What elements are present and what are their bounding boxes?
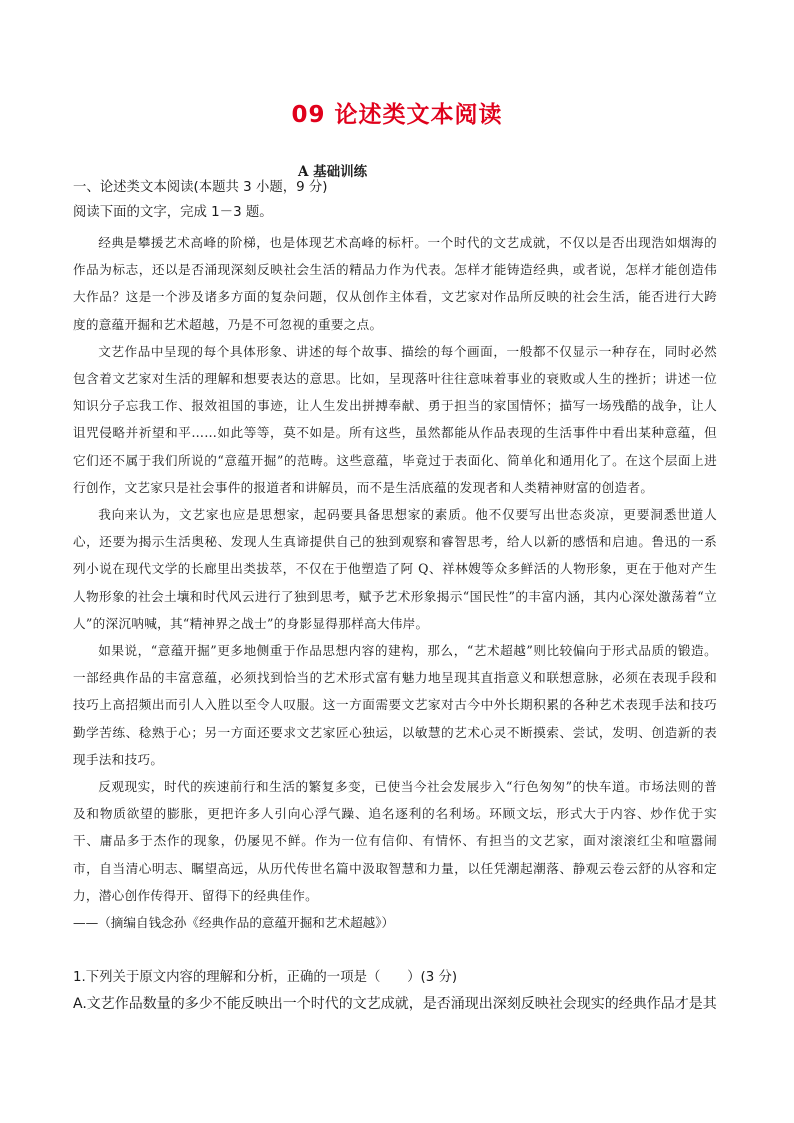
paragraph: 如果说，“意蕴开掘”更多地侧重于作品思想内容的建构，那么，“艺术超越”则比较偏向于形式品质的锻造。一部经典作品的丰富意蕴，必须找到恰当的艺术形式富有魅力地呈现其直指意义和联想意脉，必须在表现手段和技巧上高招频出而引人入胜以至令人叹服。这一方面需要文艺家对古今中外长期积累的各种艺术表现手法和技巧勤学苦练、稔熟于心；另一方面还要求文艺家匠心独运，以敏慧的艺术心灵不断摸索、尝试，发明、创造新的表现手法和技巧。 [73,643,717,767]
instruction-text: 阅读下面的文字，完成 1－3 题。 [73,205,273,220]
question-1: 1.下列关于原文内容的理解和分析，正确的一项是（ ）(3 分) [73,970,458,985]
paragraph: 文艺作品中呈现的每个具体形象、讲述的每个故事、描绘的每个画面，一般都不仅显示一种存在，同时必然包含着文艺家对生活的理解和想要表达的意思。比如，呈现落叶往往意味着事业的衰败或人生的挫折；讲述一位知识分子忘我工作、报效祖国的事迹，让人生发出拼搏奉献、勇于担当的家国情怀；描写一场残酷的战争，让人诅咒侵略并祈望和平……如此等等，莫不如是。所有这些，虽然都能从作品表现的生活事件中看出某种意蕴，但它们还不属于我们所说的“意蕴开掘”的范畴。这些意蕴，毕竟过于表面化、简单化和通用化了。在这个层面上进行创作，文艺家只是社会事件的报道者和讲解员，而不是生活底蕴的发现者和人类精神财富的创造者。 [73,343,717,495]
paragraph: 反观现实，时代的疾速前行和生活的繁复多变，已使当今社会发展步入“行色匆匆”的快车道。市场法则的普及和物质欲望的膨胀，更把许多人引向心浮气躁、追名逐利的名利场。环顾文坛，形式大于内容、炒作优于实干、庸品多于杰作的现象，仍屡见不鲜。作为一位有信仰、有情怀、有担当的文艺家，面对滚滚红尘和喧嚣闹市，自当清心明志、瞩望高远，从历代传世名篇中汲取智慧和力量，以任凭潮起潮落、静观云卷云舒的从容和定力，潜心创作传得开、留得下的经典佳作。 [73,779,717,903]
source-citation: ——（摘编自钱念孙《经典作品的意蕴开掘和艺术超越》） [73,915,395,931]
option-a: A.文艺作品数量的多少不能反映出一个时代的文艺成就，是否涌现出深刻反映社会现实的经典作品才是其 [73,996,717,1012]
part-heading: 一、论述类文本阅读(本题共 3 小题，9 分) [73,180,328,195]
paragraph: 经典是攀援艺术高峰的阶梯，也是体现艺术高峰的标杆。一个时代的文艺成就，不仅以是否出现浩如烟海的作品为标志，还以是否涌现深刻反映社会生活的精品力作为代表。怎样才能铸造经典，或者说，怎样才能创造伟大作品？这是一个涉及诸多方面的复杂问题，仅从创作主体看，文艺家对作品所反映的社会生活，能否进行大跨度的意蕴开掘和艺术超越，乃是不可忽视的重要之点。 [73,235,717,332]
section-heading: A 基础训练 [298,164,368,180]
article-body [73,229,717,936]
paragraph: 我向来认为，文艺家也应是思想家，起码要具备思想家的素质。他不仅要写出世态炎凉，更要洞悉世道人心，还要为揭示生活奥秘、发现人生真谛提供自己的独到观察和睿智思考，给人以新的感悟和启迪。鲁迅的一系列小说在现代文学的长廊里出类拔萃，不仅在于他塑造了阿 Q、祥林嫂等众多鲜活的人物形象，更在于他对产生人物形象的社会土壤和时代风云进行了独到思考，赋予艺术形象揭示“国民性”的丰富内涵，其内心深处激荡着“立人”的深沉呐喊，其“精神界之战士”的身影显得那样高大伟岸。 [73,507,717,631]
document-title: 09 论述类文本阅读 [291,102,503,128]
